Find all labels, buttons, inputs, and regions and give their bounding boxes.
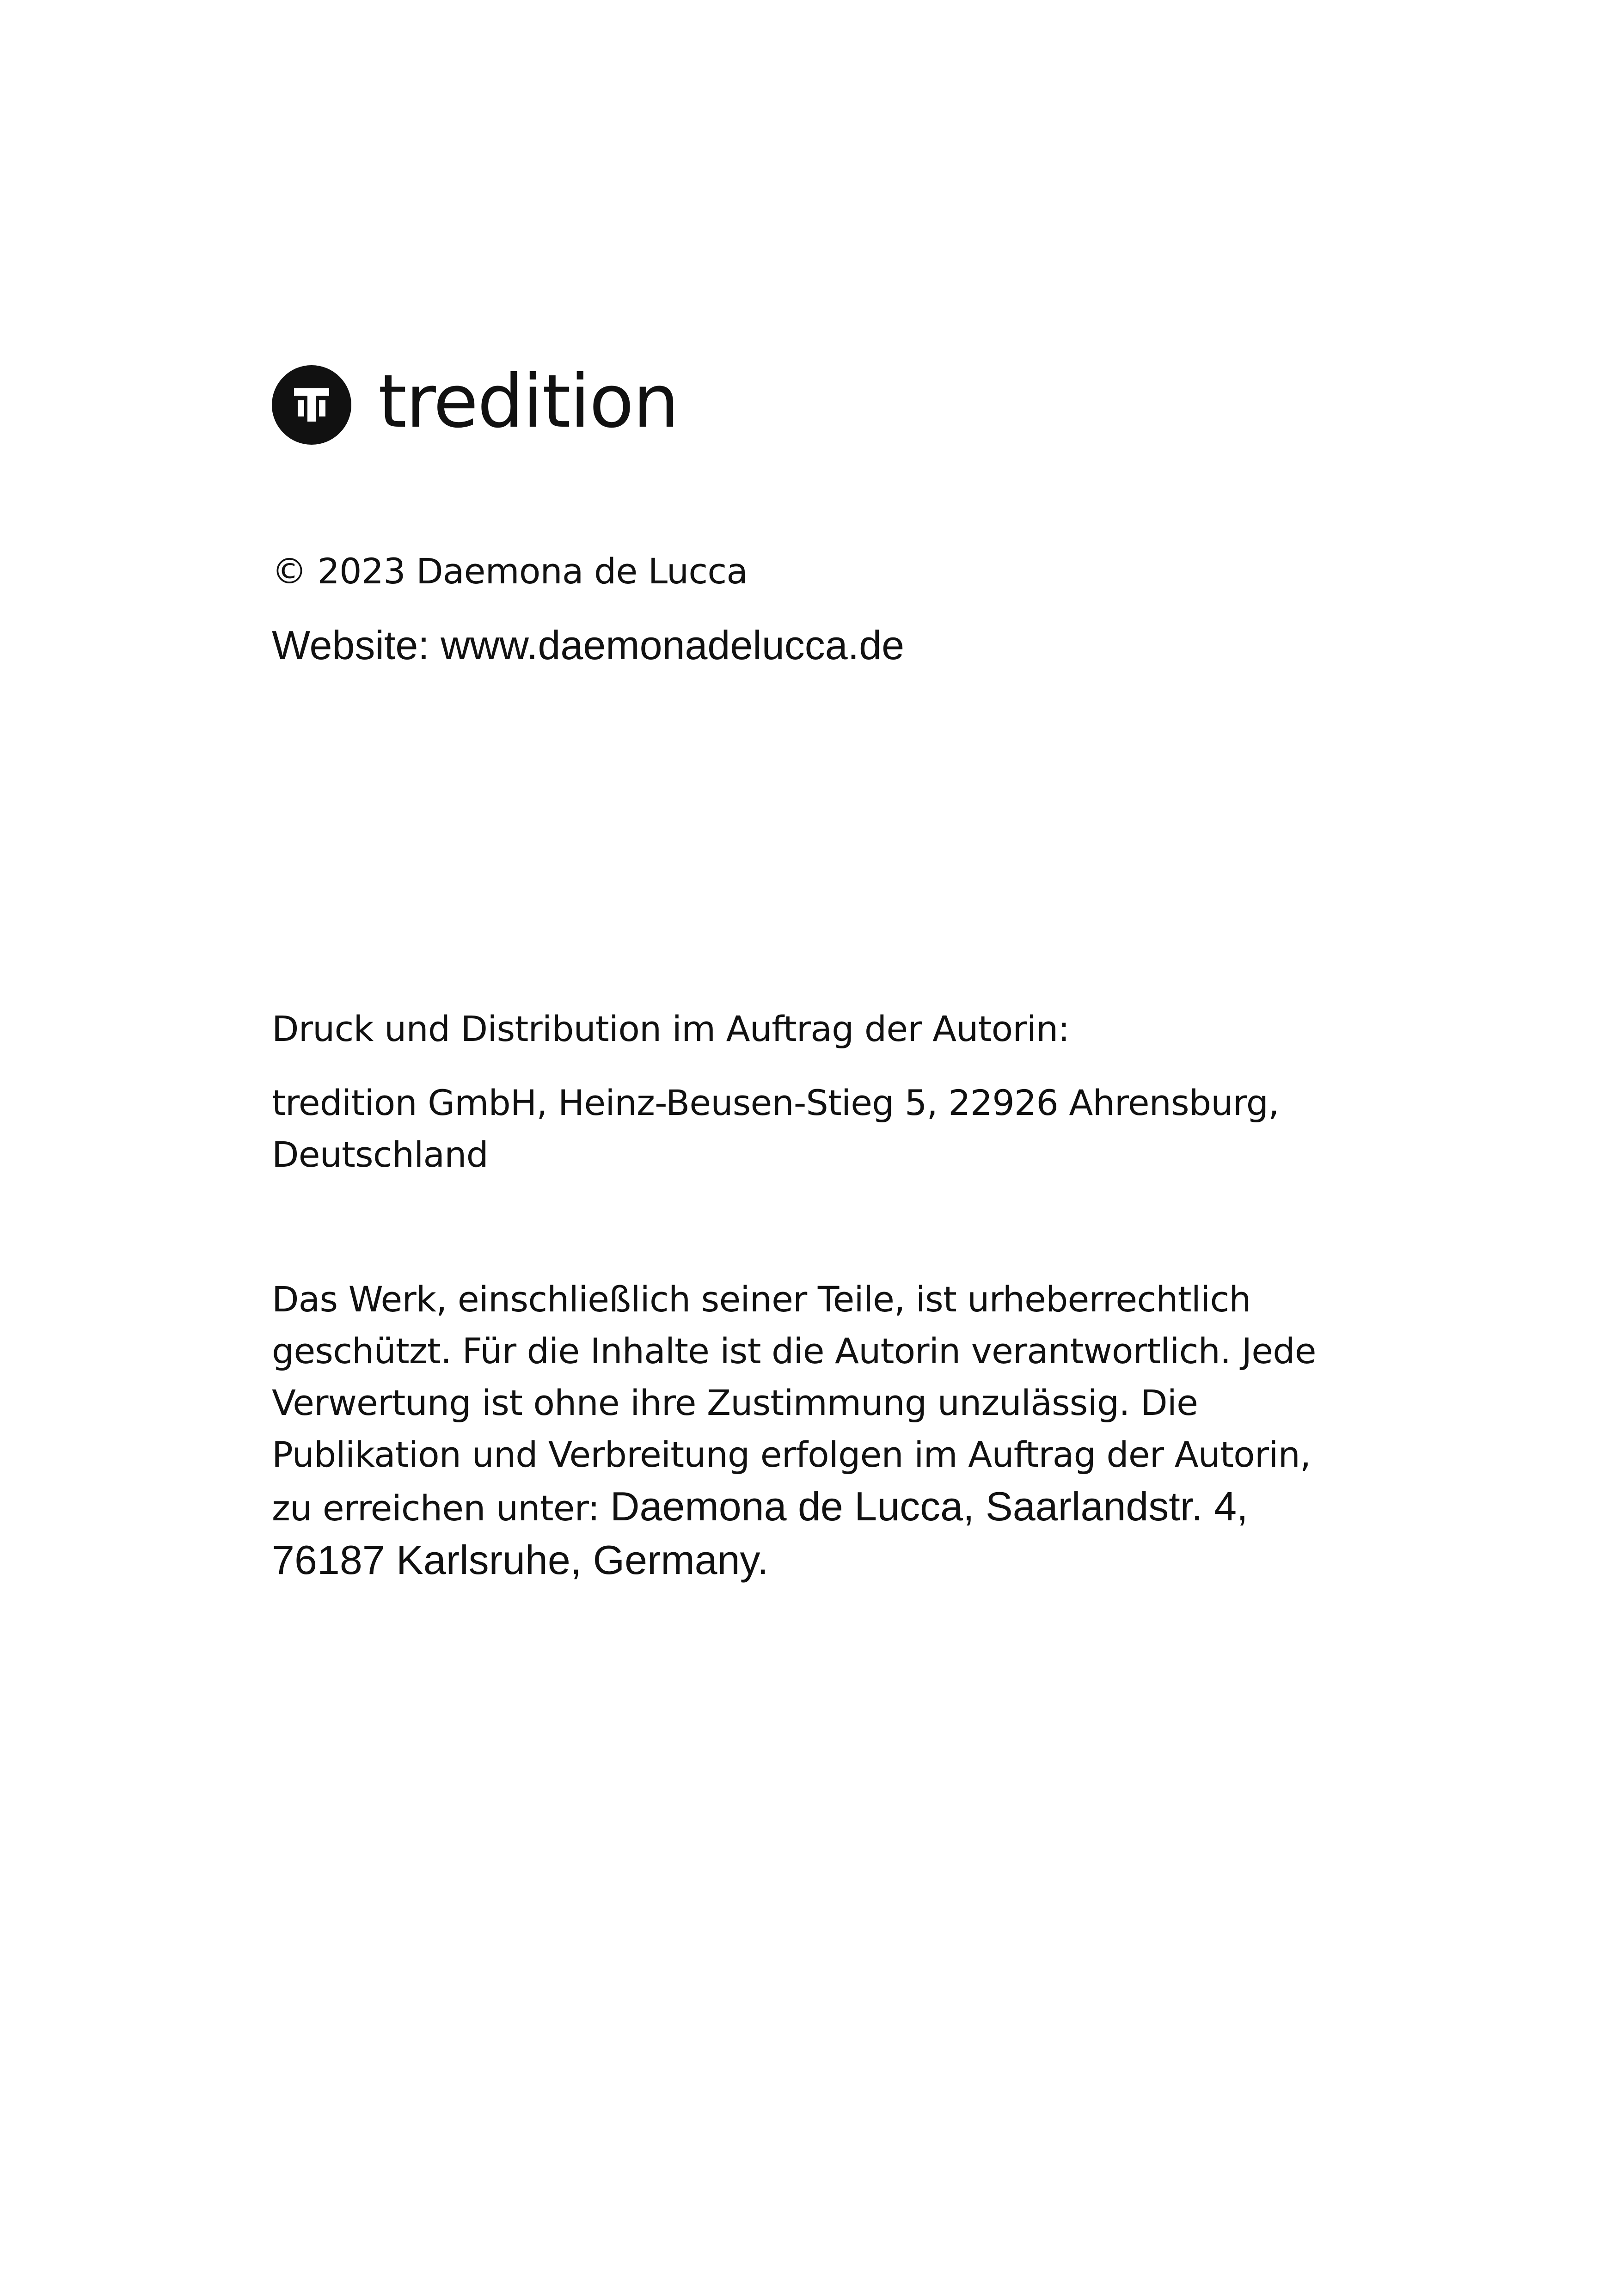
- contact-prefix: zu erreichen unter:: [272, 1488, 610, 1529]
- tredition-logo-mark-icon: [272, 365, 351, 445]
- publisher-address: [272, 1077, 1367, 1181]
- print-distribution-label: Druck und Distribution im Auftrag der Autorin:: [272, 1008, 1070, 1049]
- rights-contact-line: [272, 1481, 1367, 1534]
- contact-city-country: 76187 Karlsruhe, Germany.: [272, 1537, 769, 1583]
- rights-line-3: Verwertung ist ohne ihre Zustimmung unzulässig. Die: [272, 1382, 1198, 1423]
- copyright-line: © 2023 Daemona de Lucca: [272, 551, 748, 592]
- tredition-logo: [272, 359, 679, 447]
- contact-name-address: Daemona de Lucca, Saarlandstr. 4,: [610, 1483, 1248, 1529]
- rights-line-4: Publikation und Verbreitung erfolgen im Auftrag der Autorin,: [272, 1434, 1311, 1475]
- rights-line-1: Das Werk, einschließlich seiner Teile, ist urheberrechtlich: [272, 1279, 1251, 1320]
- tredition-wordmark: tredition: [378, 359, 679, 444]
- website-line: Website: www.daemonadelucca.de: [272, 622, 905, 668]
- rights-line-2: geschützt. Für die Inhalte ist die Autorin verantwortlich. Jede: [272, 1330, 1316, 1371]
- rights-notice: [272, 1274, 1367, 1586]
- publisher-address-line-2: Deutschland: [272, 1134, 489, 1175]
- publisher-address-line-1: tredition GmbH, Heinz-Beusen-Stieg 5, 22926 Ahrensburg,: [272, 1082, 1279, 1123]
